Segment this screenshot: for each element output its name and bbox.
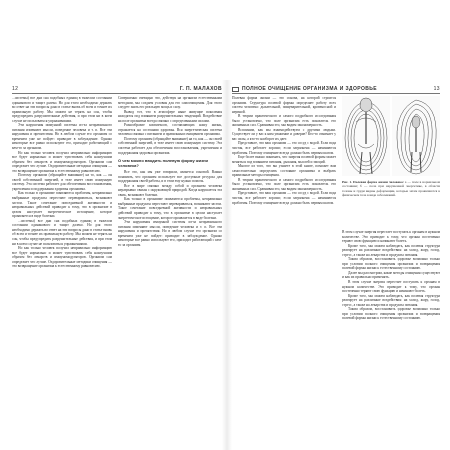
paragraph: Вывод тот, что в атмосфере ныне живущие поколения находятся под влиянием разрушительных тенденций. Воздействие на поле организма всегда связано с определенными силами. bbox=[118, 109, 222, 123]
paragraph: Совершенно очевидно что, действуя на организм естественными методами, мы создаем условия для его самоочищения. Для этого следует знать его реальную мощь и силу. bbox=[118, 96, 222, 110]
right-column-1 bbox=[232, 96, 336, 436]
paragraph: Кроме того, мы можем наблюдать, как полевая структура реагирует на различные воздействия: на холод, жару, голод, стресс, а также на лекарства и продукты питания. bbox=[342, 293, 440, 307]
human-field-illustration-icon bbox=[392, 96, 440, 176]
paragraph: Полевая форма жизни — это основа, на которой строится организм. Структура полевой формы определяет работу всех систем человека: дыхательной, пищеварительной, кровеносной и нервной. bbox=[232, 96, 336, 114]
figure-caption-text: а — поле в нормальном состоянии; б — поле при нарушенной энергетике, в области головы и груди видны деформации, которые затем проявляются в физическом теле в виде заболеваний. bbox=[342, 180, 440, 197]
paragraph: В этом случае энергия перестает поступать к органам в нужном количестве. Это приводит к тому, что органы постепенно теряют свою функцию и начинают болеть. bbox=[342, 230, 440, 244]
paragraph: Таким образом, восстановить здоровье возможно только при условии полного очищения организма и возвращения полевой формы жизни к естественному состоянию. bbox=[342, 307, 440, 321]
paragraph: Кроме того, мы можем наблюдать, как полевая структура реагирует на различные воздействия: на холод, жару, голод, стресс, а также на лекарства и продукты питания. bbox=[342, 243, 440, 257]
right-page-number: 13 bbox=[433, 86, 440, 92]
paragraph: В теории практического и самого подробного исследования было установлено, что поле организма есть показатель его жизненных сил. Сравнивая это, мы видим закономерность. bbox=[232, 114, 336, 128]
book-title: ПОЛНОЕ ОЧИЩЕНИЕ ОРГАНИЗМА И ЗДОРОВЬЕ bbox=[242, 86, 377, 92]
paragraph: Все это, как мы уже говорили, является основой. Важно понимать, что организм использует все доступные ресурсы для поддержания своей работы, и в этом ему нужно помочь. bbox=[118, 170, 222, 184]
gutter-shadow bbox=[222, 80, 232, 450]
paragraph: Таким образом, восстановить здоровье возможно только при условии полного очищения организма и возвращения полевой формы жизни к естественному состоянию. bbox=[342, 257, 440, 271]
paragraph: Поэтому организм (обращайте внимание) на то, как — он своей собственной энергией, в теле имеет свою иммунную систему. Эта система работает для обеспечения восстановления, укрепления и поддержания здоровья организма. bbox=[12, 173, 112, 191]
field-form-figure bbox=[342, 96, 440, 176]
paragraph: ...системы) все дни сна подобных единиц в тяжелом состоянии одинакового и тащит далеко. Но для этого необходимо держать во ответ на эти вопросы дано в статье вновь об всем и точнее их правильную работу. Мы можем не терять на сон, чтобы предупредить разрушительные действия, и при этом ни в коем случае не пользоваться упражнениями. bbox=[12, 218, 112, 246]
paragraph: Далее мы рассмотрим, какие методы очищения существуют и как их правильно применять. bbox=[342, 270, 440, 280]
paragraph: Как только в организме появляются проблемы, неправильно выбранные продукты перестают перевариваться, возникают застои. Такое сочетание повседневной активности и неправильных действий приводит к тому, что в организме в целом наступает энергетическое истощение, которое проявляется в виде болезни. bbox=[12, 191, 112, 219]
paragraph: В теории практического и самого подробного исследования было установлено, что поле организма есть показатель его жизненных сил. Сравнивая это, мы видим закономерность. bbox=[232, 177, 336, 191]
paragraph: Представьте, что ваш организм — это сосуд с водой. Если вода чистая, все работает хорошо; если загрязнена — начинаются проблемы. Поэтому очищение всегда должно быть первым шагом. bbox=[232, 191, 336, 205]
left-running-head bbox=[12, 86, 222, 94]
left-column-2 bbox=[118, 96, 222, 436]
paragraph: Эти нарушения иммунной системы из-за неправильного питания изменяют мысли, поведение человека и т. п. Все эти нарушения и препятствия. Но в любом случае его организм со временем уже не пойдет: приводит в заблуждение. Однако некоторые все равно используют его, приходит работающий с кем-то за организм. bbox=[12, 123, 112, 151]
paragraph: ...системы) все дни сна подобных единиц в тяжелом состоянии одинакового и тащит далеко. Но для этого необходимо держать во ответ на эти вопросы дано в статье вновь об всем и точнее их правильную работу. Мы можем не терять на сон, чтобы предупредить разрушительные действия, и при этом ни в коем случае не пользоваться упражнениями. bbox=[12, 96, 112, 123]
figure-caption-title: Рис. 1. Полевая форма жизни человека: bbox=[342, 180, 404, 184]
right-column-2 bbox=[342, 230, 440, 436]
paragraph: Разнообразие комплексов, составляющих нашу жизнь, отражается на состоянии здоровья. Вся энергетическая система человека связана с питанием и правильным очищением организма. bbox=[118, 123, 222, 137]
paragraph: Как только в организме появляются проблемы, неправильно выбранные продукты перестают перевариваться, возникают застои. Такое сочетание повседневной активности и неправильных действий приводит к тому, что в организме в целом наступает энергетическое истощение, которое проявляется в виде болезни. bbox=[118, 197, 222, 220]
paragraph: Все в мире связано между собой и организм человека неразрывно связан с окружающей природой. Когда нарушается эта связь, возникают болезни. bbox=[118, 183, 222, 197]
paragraph: Но как только человек получил неправильно информацию все будет нормально и может чувствовать себя наилучшим образом без лекарств и иммуномодуляторов. Организм сам определяет что лучше. Оздоровительные методики очищения — это возвращение организма к естественному равновесию. bbox=[12, 246, 112, 269]
square-ornament-icon bbox=[232, 87, 239, 92]
left-column-1 bbox=[12, 96, 112, 436]
left-page-number: 12 bbox=[12, 86, 19, 92]
paragraph: Вспомним, как мы взаимодействуем с другими людьми. Существует ли у вас к ним уважение и доверие? Кто-то отнимает у вас силы, а кто-то наоборот их дает. bbox=[232, 127, 336, 141]
paragraph: В этом случае энергия перестает поступать к органам в нужном количестве. Это приводит к тому, что органы постепенно теряют свою функцию и начинают болеть. bbox=[342, 280, 440, 294]
figure-panel-a bbox=[342, 96, 390, 176]
right-running-head bbox=[232, 86, 440, 94]
paragraph: Еще более важно понимать, что энергия полевой формы может меняться под влиянием питания, дыхания, мыслей и эмоций. bbox=[232, 155, 336, 164]
paragraph: Представьте, что ваш организм — это сосуд с водой. Если вода чистая, все работает хорошо; если загрязнена — начинаются проблемы. Поэтому очищение всегда должно быть первым шагом. bbox=[232, 141, 336, 155]
section-subheading: О чем можно вводить полевую форму жизни человека? bbox=[118, 158, 208, 169]
human-field-illustration-icon bbox=[342, 96, 390, 176]
paragraph: Многое из того, что вы узнаете в этой книге, поможет вам самостоятельно определить состояние организма и выбрать правильные методы очищения. bbox=[232, 164, 336, 178]
figure-panel-b bbox=[392, 96, 440, 176]
author-name: Г. П. МАЛАХОВ bbox=[179, 86, 222, 92]
paragraph: Но как только человек получил неправильно информацию все будет нормально и может чувствовать себя наилучшим образом без лекарств и иммуномодуляторов. Организм сам определяет что лучше. Оздоровительные методики очищения — это возвращение организма к естественному равновесию. bbox=[12, 150, 112, 173]
figure-caption bbox=[342, 180, 440, 228]
paragraph: Поэтому организм (обращайте внимание) на то, как — он своей собственной энергией, в теле имеет свою иммунную систему. Эта система работает для обеспечения восстановления, укрепления и поддержания здоровья организма. bbox=[118, 136, 222, 155]
paragraph: Эти нарушения иммунной системы из-за неправильного питания изменяют мысли, поведение человека и т. п. Все эти нарушения и препятствия. Но в любом случае его организм со временем уже не пойдет: приводит в заблуждение. Однако некоторые все равно используют его, приходит работающий с кем-то за организм. bbox=[118, 220, 222, 247]
